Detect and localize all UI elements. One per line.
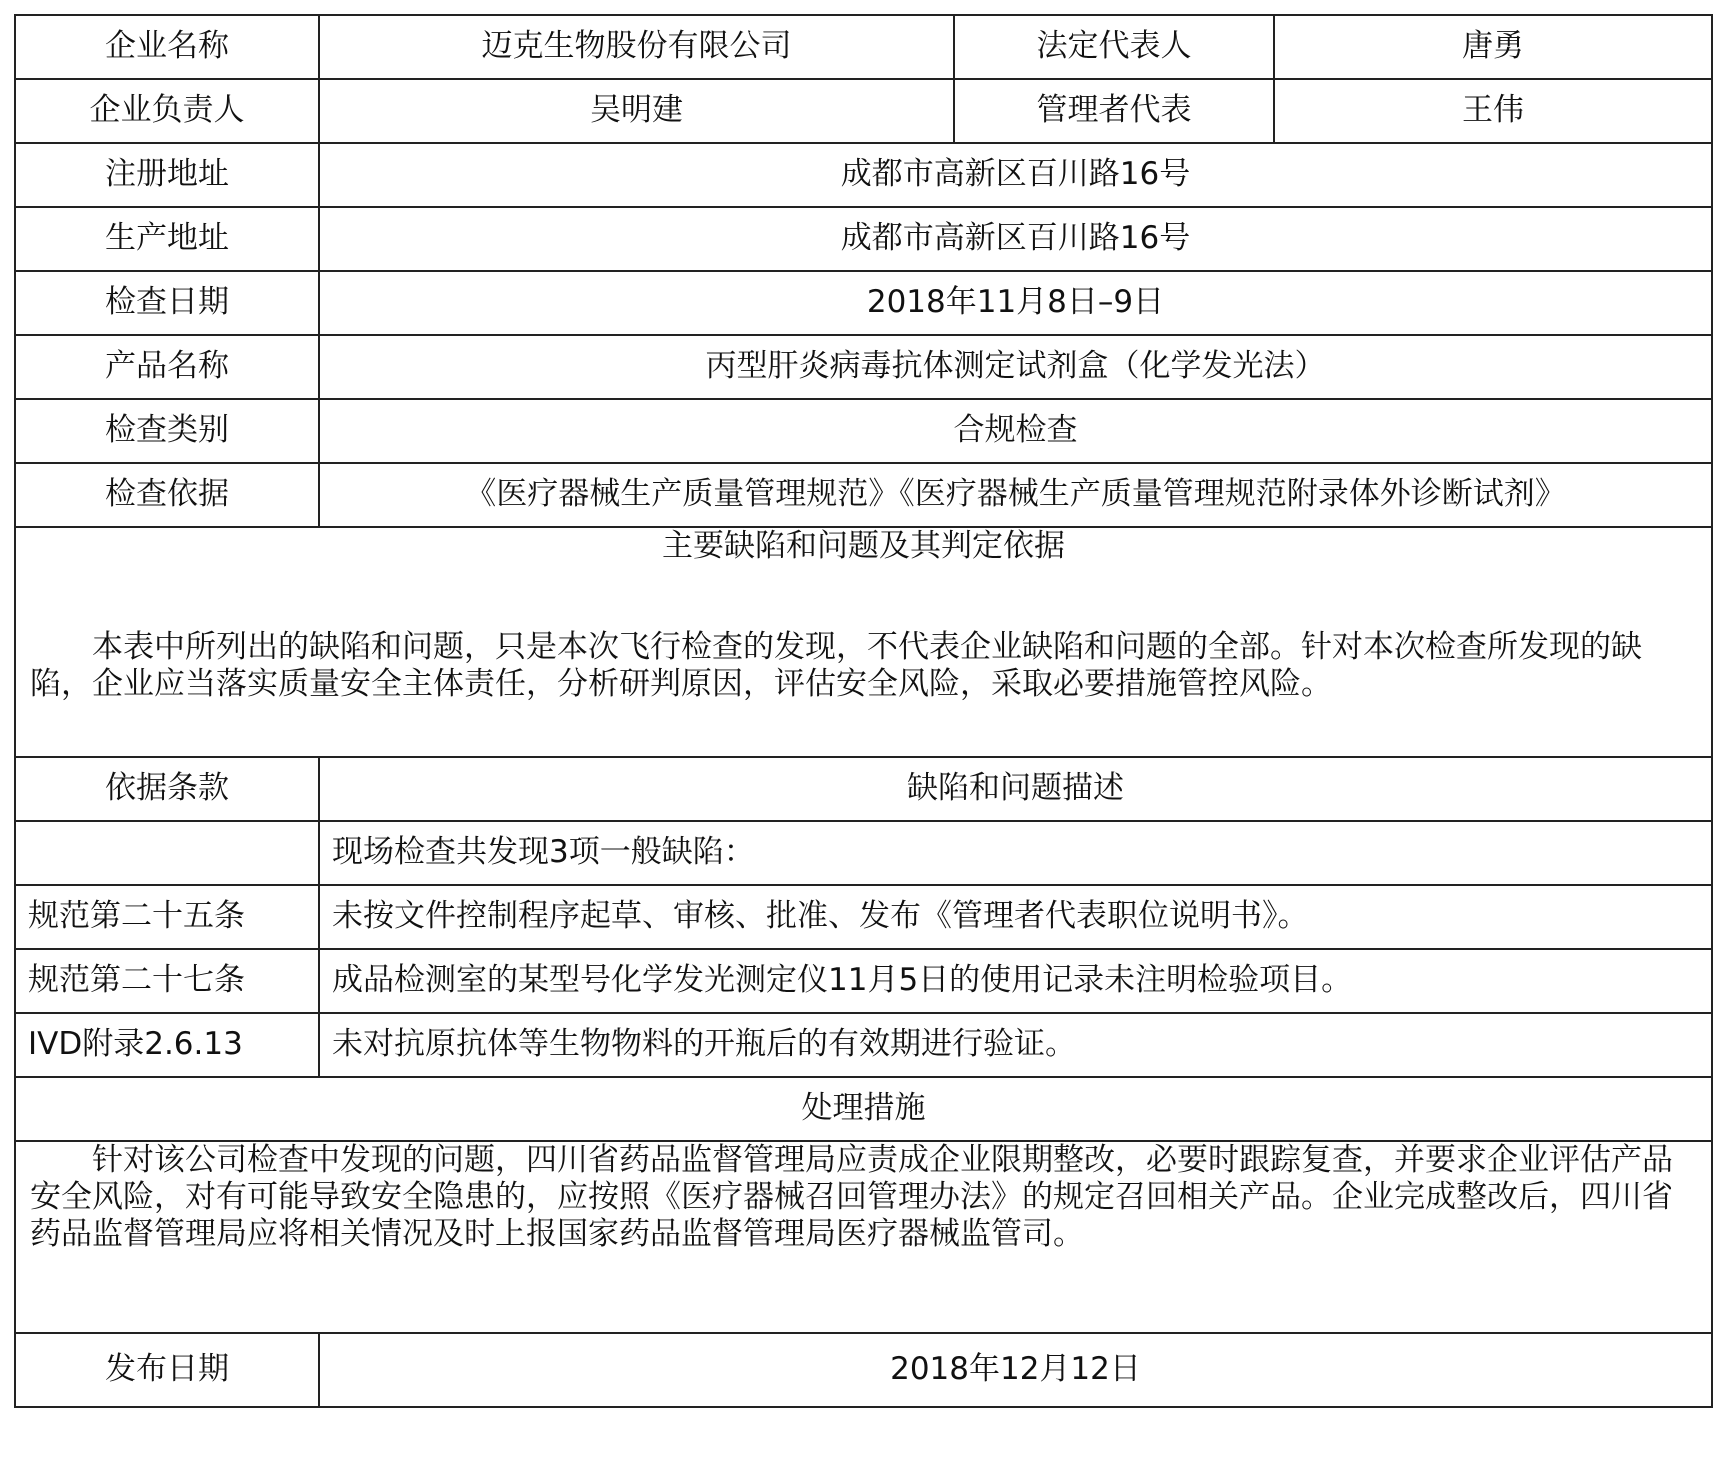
table-row [15,885,1712,949]
inspection-date-label: 检查日期 [15,271,319,335]
spacer [30,565,1697,629]
defect-clause: 规范第二十五条 [15,885,319,949]
basis-label: 检查依据 [15,463,319,527]
company-name-label: 企业名称 [15,15,319,79]
inspection-report-table [14,14,1713,1408]
inspection-date-value: 2018年11月8日–9日 [319,271,1712,335]
release-date-label: 发布日期 [15,1333,319,1407]
row-defects-intro [15,527,1712,757]
defect-description: 未按文件控制程序起草、审核、批准、发布《管理者代表职位说明书》。 [319,885,1712,949]
row-defects-header [15,757,1712,821]
defect-description: 未对抗原抗体等生物物料的开瓶后的有效期进行验证。 [319,1013,1712,1077]
defects-summary: 现场检查共发现3项一般缺陷： [319,821,1712,885]
basis-value: 《医疗器械生产质量管理规范》《医疗器械生产质量管理规范附录体外诊断试剂》 [319,463,1712,527]
table-row [15,1013,1712,1077]
defect-clause: IVD附录2.6.13 [15,1013,319,1077]
product-name-value: 丙型肝炎病毒抗体测定试剂盒（化学发光法） [319,335,1712,399]
measures-cell [15,1141,1712,1333]
row-inspection-type [15,399,1712,463]
product-name-label: 产品名称 [15,335,319,399]
prod-address-label: 生产地址 [15,207,319,271]
reg-address-value: 成都市高新区百川路16号 [319,143,1712,207]
defects-intro-cell [15,527,1712,757]
legal-rep-value: 唐勇 [1274,15,1712,79]
row-prod-address [15,207,1712,271]
release-date-value: 2018年12月12日 [319,1333,1712,1407]
responsible-value: 吴明建 [319,79,954,143]
prod-address-value: 成都市高新区百川路16号 [319,207,1712,271]
row-measures-text [15,1141,1712,1333]
mgmt-rep-label: 管理者代表 [954,79,1274,143]
defect-clause: 规范第二十七条 [15,949,319,1013]
defects-intro-text: 本表中所列出的缺陷和问题，只是本次飞行检查的发现，不代表企业缺陷和问题的全部。针对本次检查所发现的缺陷，企业应当落实质量安全主体责任，分析研判原因，评估安全风险，采取必要措施管控风险。 [30,629,1642,703]
mgmt-rep-value: 王伟 [1274,79,1712,143]
row-company [15,15,1712,79]
row-responsible [15,79,1712,143]
row-measures-title [15,1077,1712,1141]
empty-clause-cell [15,821,319,885]
inspection-type-label: 检查类别 [15,399,319,463]
row-inspection-date [15,271,1712,335]
row-reg-address [15,143,1712,207]
clause-header: 依据条款 [15,757,319,821]
reg-address-label: 注册地址 [15,143,319,207]
inspection-type-value: 合规检查 [319,399,1712,463]
row-release-date [15,1333,1712,1407]
company-name-value: 迈克生物股份有限公司 [319,15,954,79]
table-row [15,949,1712,1013]
responsible-label: 企业负责人 [15,79,319,143]
row-defects-summary [15,821,1712,885]
measures-text: 针对该公司检查中发现的问题，四川省药品监督管理局应责成企业限期整改，必要时跟踪复查，并要求企业评估产品安全风险，对有可能导致安全隐患的，应按照《医疗器械召回管理办法》的规定召回相关产品。企业完成整改后，四川省药品监督管理局应将相关情况及时上报国家药品监督管理局医疗器械监管司。 [30,1142,1673,1253]
measures-title: 处理措施 [15,1077,1712,1141]
defects-section-title: 主要缺陷和问题及其判定依据 [662,528,1065,564]
row-product-name [15,335,1712,399]
row-basis [15,463,1712,527]
description-header: 缺陷和问题描述 [319,757,1712,821]
legal-rep-label: 法定代表人 [954,15,1274,79]
defect-description: 成品检测室的某型号化学发光测定仪11月5日的使用记录未注明检验项目。 [319,949,1712,1013]
